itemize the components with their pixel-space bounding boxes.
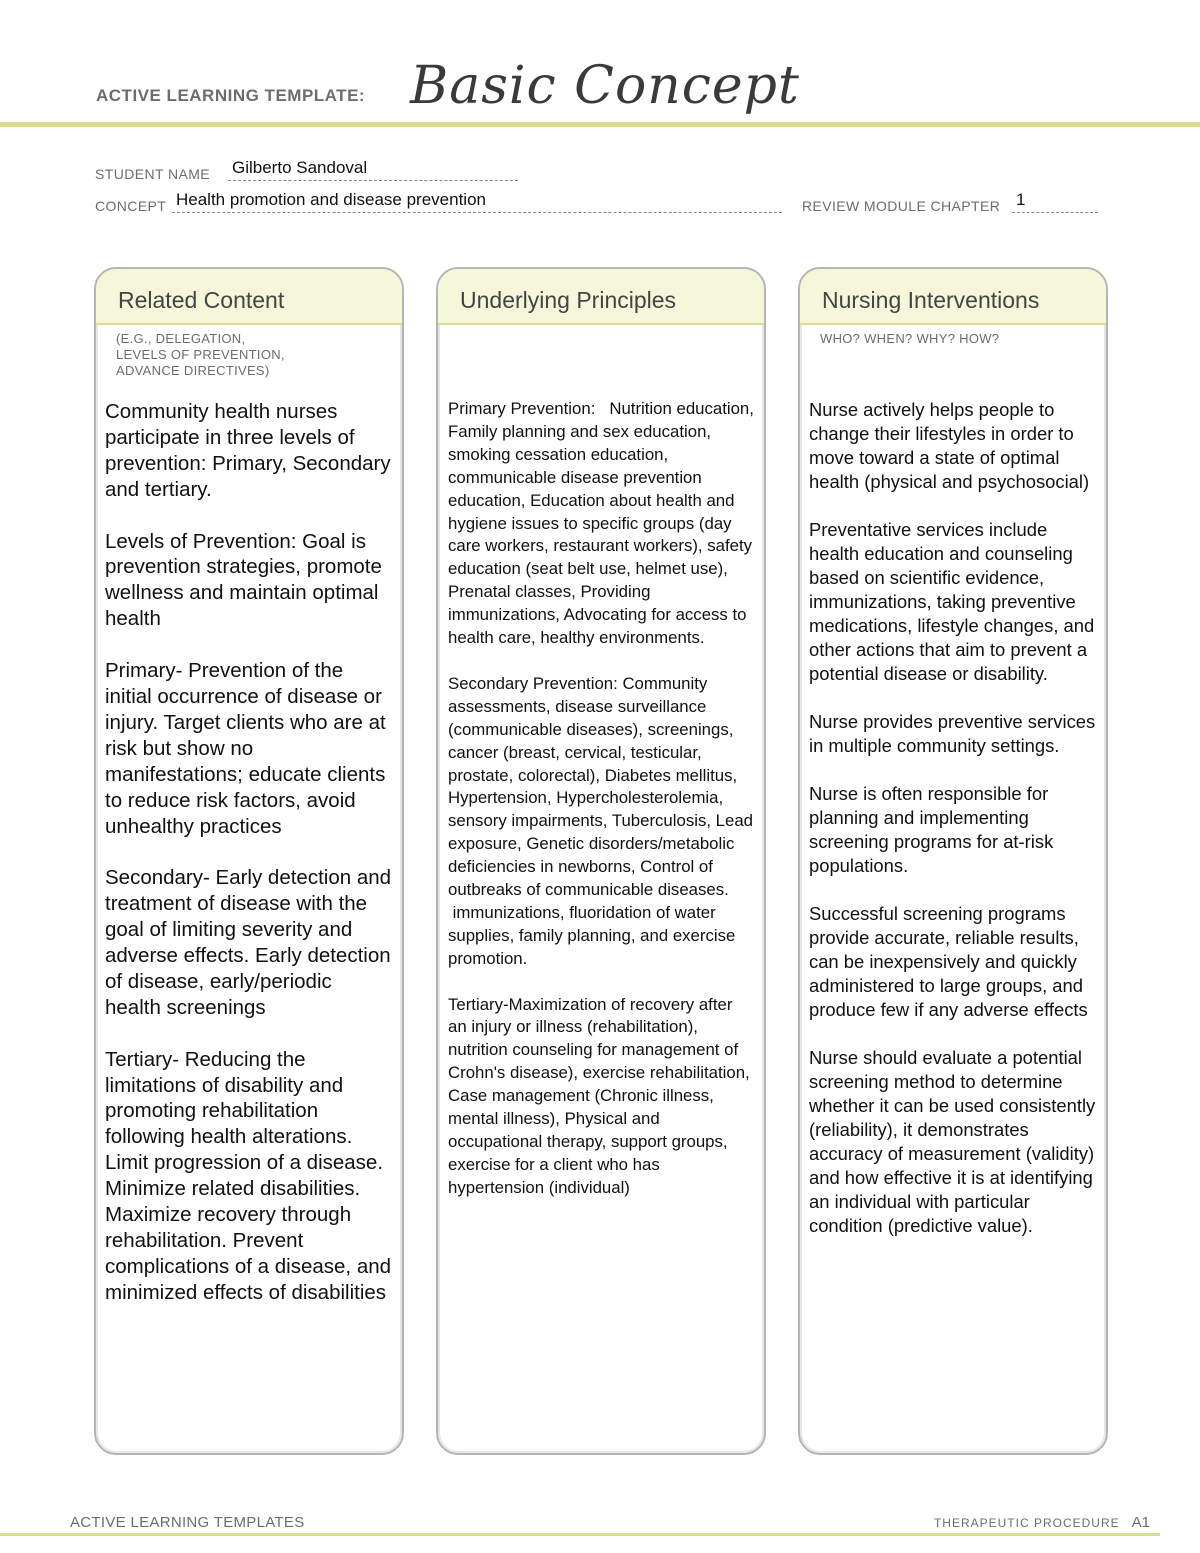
related-content-panel xyxy=(94,267,404,1455)
header-divider xyxy=(0,122,1200,127)
chapter-label: REVIEW MODULE CHAPTER xyxy=(802,198,1001,214)
related-content-text[interactable]: Community health nurses participate in three levels of prevention: Primary, Secondary and tertiary. Levels of Prevention: Goal is prevention strategies, promote wellness and maintain optimal health Primary- Prevention of the initial occurrence of disease or injury. Target clients who are at risk but show no manifestations; educate clients to reduce risk factors, avoid unhealthy practices Secondary- Early detection and treatment of disease with the goal of limiting severity and adverse effects. Early detection of disease, early/periodic health screenings Tertiary- Reducing the limitations of disability and promoting rehabilitation following health alterations. Limit progression of a disease. Minimize related disabilities. Maximize recovery through rehabilitation. Prevent complications of a disease, and minimized effects of disabilities xyxy=(105,400,392,1304)
underlying-principles-panel xyxy=(436,267,766,1455)
page-title: Basic Concept xyxy=(410,56,800,116)
student-name-field[interactable]: Gilberto Sandoval xyxy=(232,158,368,177)
nursing-interventions-panel xyxy=(798,267,1108,1455)
footer-divider xyxy=(0,1533,1160,1536)
footer-procedure-label: THERAPEUTIC PROCEDURE xyxy=(933,1516,1120,1530)
footer-templates-label: ACTIVE LEARNING TEMPLATES xyxy=(70,1514,305,1531)
nursing-interventions-title: Nursing Interventions xyxy=(822,287,1040,313)
underlying-principles-text[interactable]: Primary Prevention: Nutrition education, Family planning and sex education, smoking cessation education, communicable disease prevention education, Education about health and hygiene issues to specific groups (day care workers, restaurant workers), safety education (seat belt use, helmet use), Prenatal classes, Providing immunizations, Advocating for access to health care, healthy environments. Secondary Prevention: Community assessments, disease surveillance (communicable diseases), screenings, cancer (breast, cervical, testicular, prostate, colorectal), Diabetes mellitus, Hypertension, Hypercholesterolemia, sensory impairments, Tuberculosis, Lead exposure, Genetic disorders/metabolic deficiencies in newborns, Control of outbreaks of communicable diseases. immunizations, fluoridation of water supplies, family planning, and exercise promotion. Tertiary-Maximization of recovery after an injury or illness (rehabilitation), nutrition counseling for management of Crohn's disease), exercise rehabilitation, Case management (Chronic illness, mental illness), Physical and occupational therapy, support groups, exercise for a client who has hypertension (individual) xyxy=(448,399,754,1197)
page-number: A1 xyxy=(1131,1514,1150,1531)
nursing-interventions-subtitle: WHO? WHEN? WHY? HOW? xyxy=(820,331,1000,346)
chapter-line xyxy=(1012,212,1098,213)
footer-procedure xyxy=(934,1514,1150,1531)
concept-label: CONCEPT xyxy=(95,198,167,214)
student-name-label: STUDENT NAME xyxy=(95,166,210,182)
underlying-principles-header xyxy=(438,269,764,325)
nursing-interventions-text[interactable]: Nurse actively helps people to change their lifestyles in order to move toward a state of optimal health (physical and psychosocial) Preventative services include health education and counseling based on scientific evidence, immunizations, taking preventive medications, lifestyle changes, and other actions that aim to prevent a potential disease or disability. Nurse provides preventive services in multiple community settings. Nurse is often responsible for planning and implementing screening programs for at-risk populations. Successful screening programs provide accurate, reliable results, can be inexpensively and quickly administered to large groups, and produce few if any adverse effects Nurse should evaluate a potential screening method to determine whether it can be used consistently (reliability), it demonstrates accuracy of measurement (validity) and how effective it is at identifying an individual with particular condition (predictive value). xyxy=(809,399,1096,1236)
related-content-subtitle: (E.G., DELEGATION, LEVELS OF PREVENTION, ADVANCE DIRECTIVES) xyxy=(116,331,285,378)
related-content-header xyxy=(96,269,402,325)
chapter-field[interactable]: 1 xyxy=(1016,190,1026,209)
concept-field[interactable]: Health promotion and disease prevention xyxy=(176,190,486,209)
underlying-principles-title: Underlying Principles xyxy=(460,287,677,313)
nursing-interventions-header xyxy=(800,269,1106,325)
template-label: ACTIVE LEARNING TEMPLATE: xyxy=(96,86,366,105)
student-name-line xyxy=(228,180,518,181)
concept-line xyxy=(172,212,782,213)
related-content-title: Related Content xyxy=(118,287,285,313)
